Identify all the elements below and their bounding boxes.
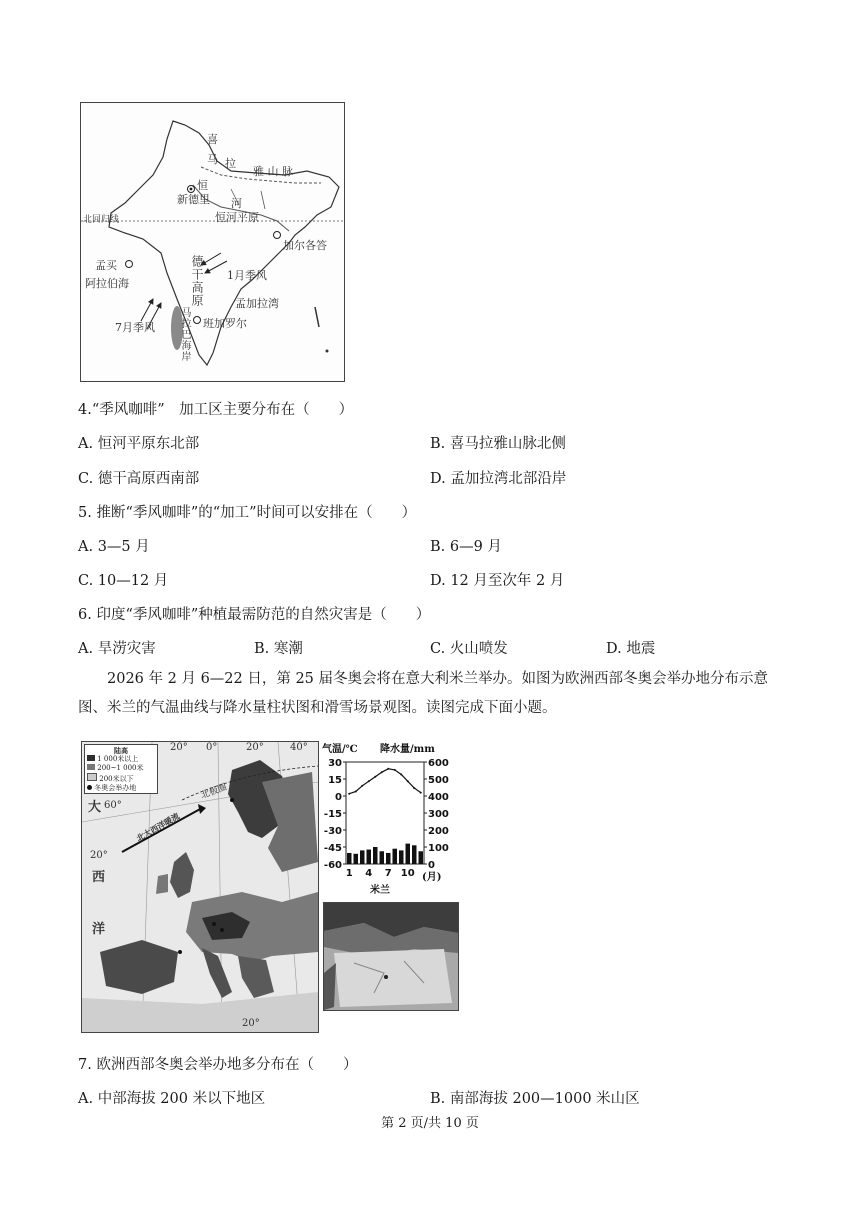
q4-option-a: A. 恒河平原东北部: [78, 436, 200, 452]
y-tick-label: -15: [323, 809, 342, 820]
label-ganges-plain: 恒河平原: [215, 211, 259, 224]
temperature-point: [394, 769, 396, 771]
precip-bar: [412, 845, 417, 864]
precip-bar: [399, 850, 404, 864]
label-heng: 恒: [197, 179, 208, 192]
y2-tick-label: 500: [428, 775, 449, 786]
label-xi: 喜: [207, 133, 218, 146]
legend-item-low: 200米以下: [87, 773, 155, 784]
y2-tick-label: 100: [428, 843, 449, 854]
lat-label-bottom: 20°: [242, 1018, 260, 1029]
q5-option-c: C. 10—12 月: [78, 573, 169, 589]
temperature-point: [420, 792, 422, 794]
question-6-stem: 6. 印度“季风咖啡”种植最需防范的自然灾害是（ ）: [78, 607, 431, 623]
temperature-point: [400, 773, 402, 775]
q5-option-a: A. 3—5 月: [78, 539, 150, 555]
precip-bar: [373, 847, 378, 864]
question-5-stem: 5. 推断“季风咖啡”的“加工”时间可以安排在（ ）: [78, 505, 417, 521]
temperature-point: [355, 790, 357, 792]
q4-option-b: B. 喜马拉雅山脉北侧: [430, 436, 566, 452]
chart-place-label: 米兰: [370, 885, 390, 896]
q6-option-c: C. 火山喷发: [430, 641, 508, 657]
precip-bar: [367, 850, 372, 864]
temperature-point: [387, 768, 389, 770]
q6-option-a: A. 旱涝灾害: [78, 641, 156, 657]
x-tick-label: 1: [345, 868, 353, 879]
ski-resort-photo: [323, 902, 459, 1011]
chart-month-unit: (月): [422, 872, 442, 883]
y2-tick-label: 0: [428, 860, 435, 871]
precip-bar: [419, 851, 424, 864]
q5-option-b: B. 6—9 月: [430, 539, 502, 555]
precip-bar: [347, 853, 352, 864]
lat-label-20: 20°: [90, 850, 108, 861]
precip-bar: [360, 850, 365, 864]
ocean-char-3: 洋: [92, 922, 106, 937]
y-tick-label: 15: [328, 775, 342, 786]
x-tick-label: 4: [365, 868, 373, 879]
temperature-point: [374, 776, 376, 778]
label-la: 拉: [225, 157, 236, 170]
y-tick-label: -30: [323, 826, 342, 837]
label-malabar-coast: 马拉巴海岸: [179, 307, 190, 362]
q6-option-b: B. 寒潮: [254, 641, 303, 657]
india-map: [80, 102, 345, 382]
chart-right-title: 降水量/mm: [380, 744, 435, 755]
temperature-point: [361, 785, 363, 787]
lon-label-2: 0°: [206, 742, 218, 753]
x-tick-label: 7: [384, 868, 392, 879]
label-ma: 马: [207, 153, 218, 166]
legend-title: 陆高: [114, 746, 128, 755]
ocean-char-2: 西: [92, 870, 106, 885]
label-arabian-sea: 阿拉伯海: [85, 277, 129, 290]
legend-item-mid: 200~1 000米: [87, 764, 155, 773]
label-tropic: 北回归线: [83, 215, 120, 225]
ocean-char-1: 大: [88, 800, 102, 815]
label-mumbai: 孟买: [95, 259, 117, 272]
temperature-line: [349, 769, 421, 794]
q7-option-b: B. 南部海拔 200—1000 米山区: [430, 1091, 640, 1107]
label-jan-monsoon: 1月季风: [227, 269, 267, 282]
lon-label-4: 40°: [290, 742, 308, 753]
q5-option-d: D. 12 月至次年 2 月: [430, 573, 565, 589]
label-kolkata: 加尔各答: [283, 239, 327, 252]
lat-label-60: 60°: [104, 800, 122, 811]
temperature-point: [381, 771, 383, 773]
q4-option-c: C. 德干高原西南部: [78, 471, 200, 487]
arctic-circle-label: 北极圈: [199, 782, 229, 802]
label-he: 河: [231, 197, 242, 210]
temperature-point: [348, 793, 350, 795]
page-footer: 第 2 页/共 10 页: [381, 1116, 479, 1131]
lon-label-3: 20°: [246, 742, 264, 753]
label-himalaya: 雅 山 脉: [253, 165, 293, 178]
precip-bar: [354, 854, 359, 864]
y-tick-label: 30: [328, 758, 342, 769]
q6-option-d: D. 地震: [606, 641, 656, 657]
label-new-delhi: 新德里: [177, 193, 210, 206]
temperature-point: [368, 780, 370, 782]
precip-bar: [393, 849, 398, 864]
legend-item-high: 1 000米以上: [87, 755, 155, 764]
climate-chart: [318, 740, 458, 896]
q4-option-d: D. 孟加拉湾北部沿岸: [430, 471, 567, 487]
label-jul-monsoon: 7月季风: [115, 321, 155, 334]
passage: 2026 年 2 月 6—22 日，第 25 届冬奥会将在意大利米兰举办。如图为欧洲西部冬奥会举办地分布示意图、米兰的气温曲线与降水量柱状图和滑雪场景观图。读图完成下面小题。: [78, 671, 769, 716]
y2-tick-label: 300: [428, 809, 449, 820]
question-4-stem: 4.“季风咖啡” 加工区主要分布在（ ）: [78, 402, 354, 418]
chart-left-title: 气温/℃: [322, 744, 358, 755]
europe-map: [81, 741, 319, 1033]
precip-bar: [386, 853, 391, 864]
label-bay-of-bengal: 孟加拉湾: [235, 297, 279, 310]
precip-bar: [380, 851, 385, 864]
y2-tick-label: 600: [428, 758, 449, 769]
temperature-point: [407, 780, 409, 782]
label-bangalore: 班加罗尔: [203, 317, 247, 330]
y-tick-label: -45: [323, 843, 342, 854]
x-tick-label: 10: [400, 868, 415, 879]
q7-option-a: A. 中部海拔 200 米以下地区: [78, 1091, 266, 1107]
y-tick-label: -60: [323, 860, 342, 871]
precip-bar: [406, 844, 411, 864]
label-deccan: 德干高原: [190, 255, 204, 307]
temperature-point: [413, 787, 415, 789]
y-tick-label: 0: [335, 792, 342, 803]
lon-label-1: 20°: [170, 742, 188, 753]
current-label: 北大西洋暖流: [134, 810, 182, 844]
legend-item-host: 冬奥会举办地: [87, 784, 155, 793]
question-7-stem: 7. 欧洲西部冬奥会举办地多分布在（ ）: [78, 1057, 358, 1073]
y2-tick-label: 400: [428, 792, 449, 803]
europe-map-legend: [84, 744, 158, 794]
y2-tick-label: 200: [428, 826, 449, 837]
